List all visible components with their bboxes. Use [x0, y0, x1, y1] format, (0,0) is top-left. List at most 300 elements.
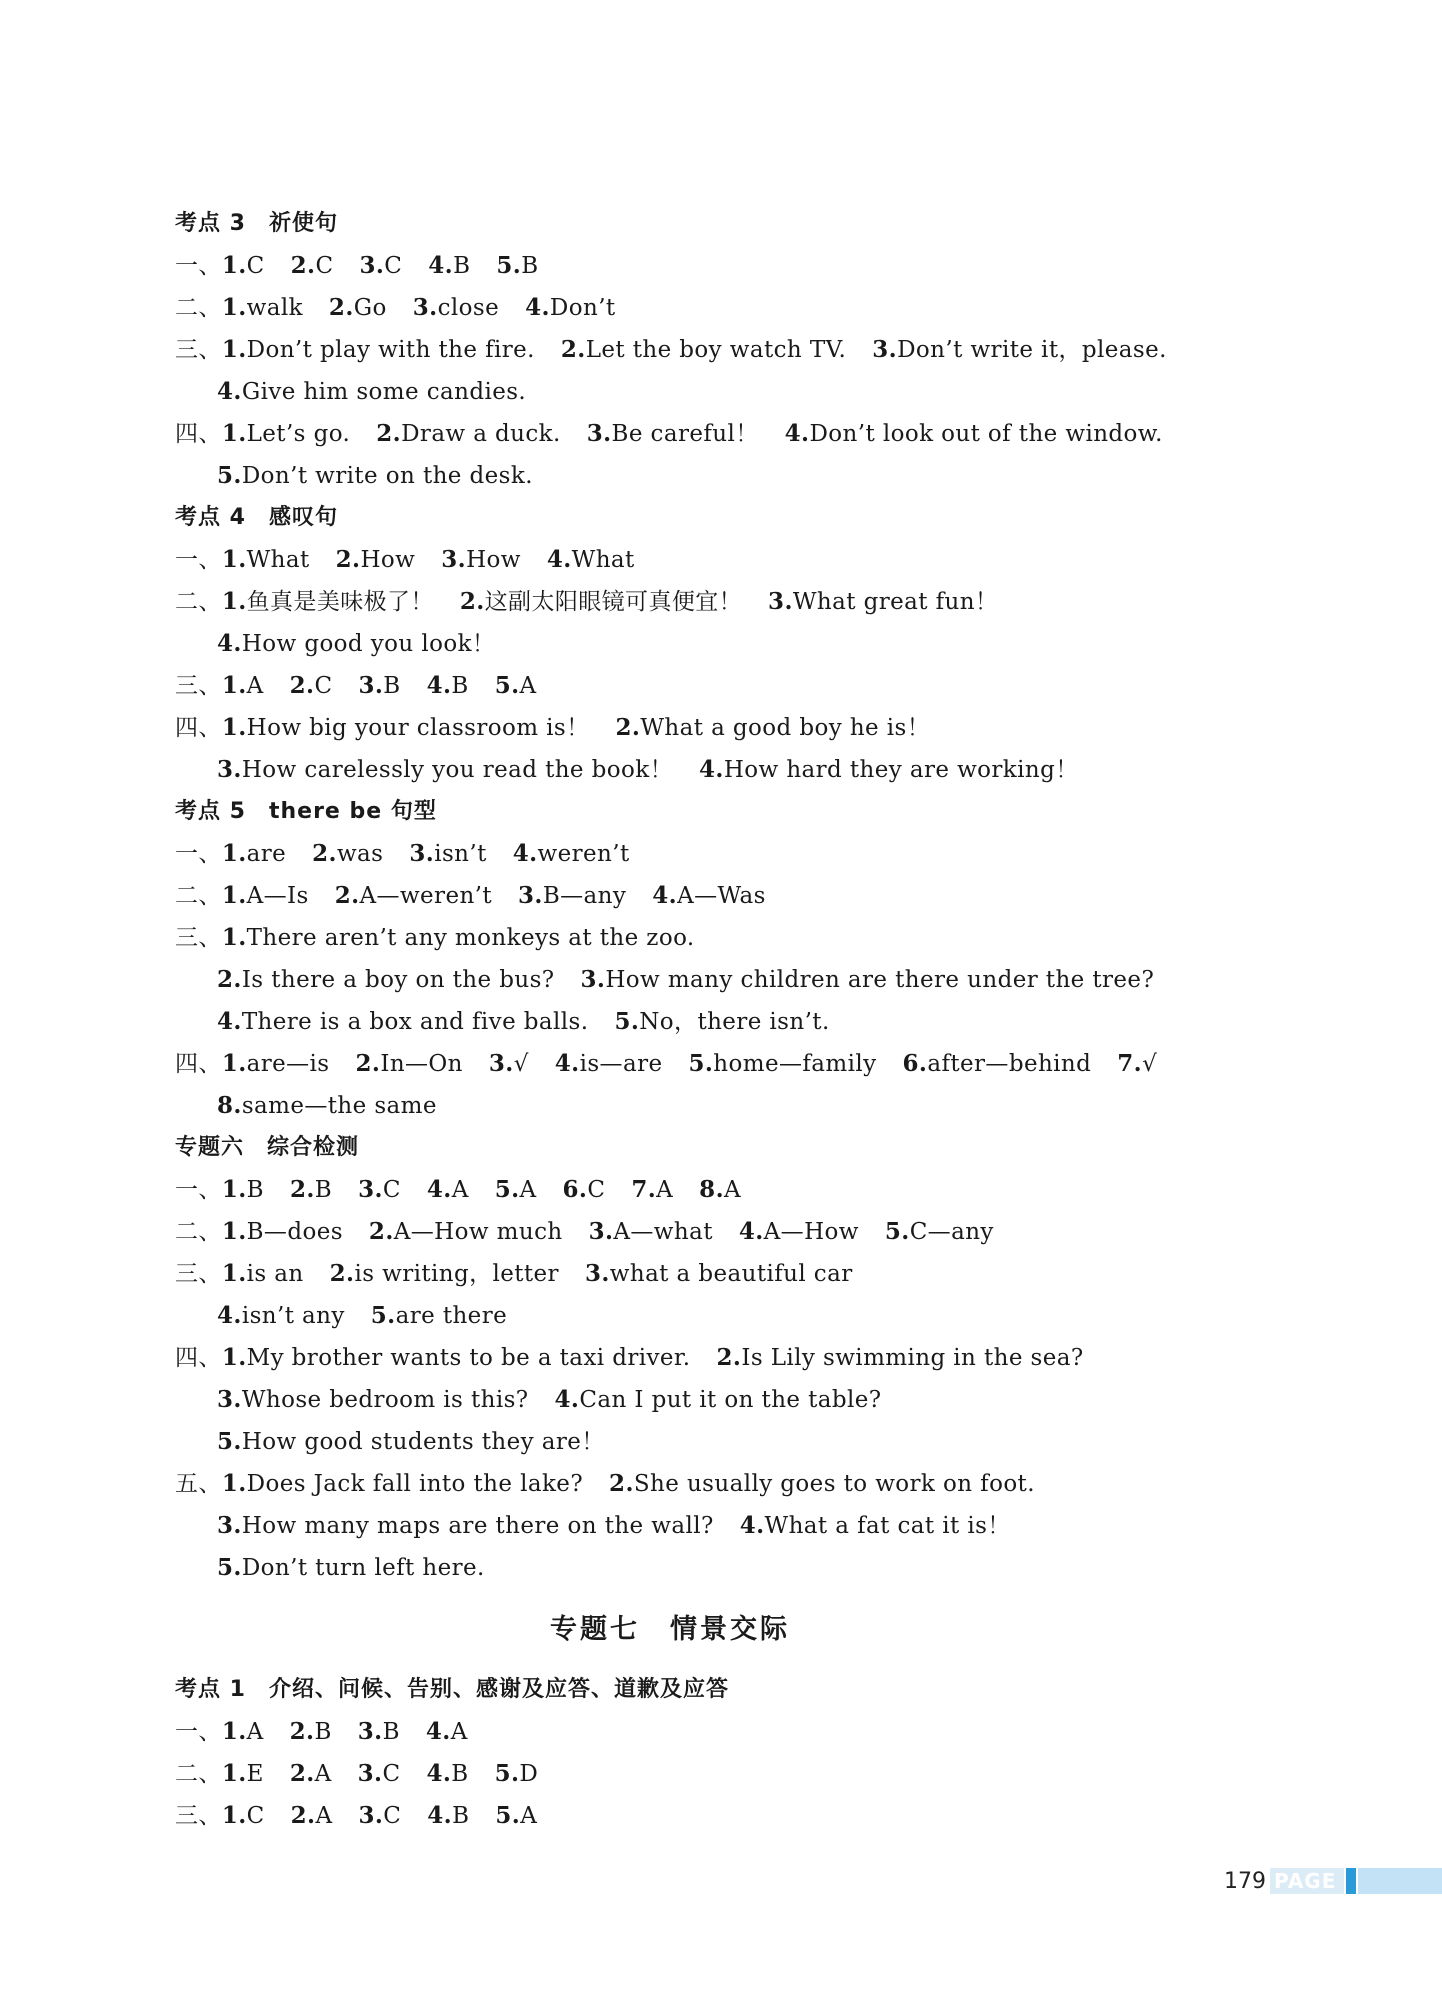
answer-number: 3.	[357, 1718, 383, 1745]
question-group-label: 一、	[175, 253, 222, 279]
answer-text: B—any	[542, 883, 627, 909]
answer-number: 1.	[221, 672, 247, 699]
answer-item	[217, 379, 526, 405]
answer-text: B	[314, 1177, 333, 1203]
answer-item	[222, 841, 286, 867]
answer-item	[427, 673, 469, 699]
answer-item	[217, 1387, 529, 1413]
answer-number: 1.	[221, 546, 247, 573]
answer-text: How good you look！	[241, 631, 496, 657]
answer-text: A	[246, 673, 264, 699]
answer-line	[175, 1379, 1315, 1421]
answer-text: same—the same	[241, 1093, 437, 1119]
answer-item	[1117, 1051, 1157, 1077]
question-group-label: 三、	[175, 673, 222, 699]
question-group-label: 一、	[175, 841, 222, 867]
answer-number: 4.	[426, 1176, 452, 1203]
answer-item	[222, 1761, 264, 1787]
answer-key-content	[175, 203, 1315, 1837]
answer-item	[291, 253, 334, 279]
answer-text: How many children are there under the tree?	[605, 967, 1155, 993]
answer-item	[217, 1093, 437, 1119]
answer-text: isn’t any	[241, 1303, 345, 1329]
answer-text: E	[246, 1761, 264, 1787]
answer-item	[217, 1513, 714, 1539]
answer-item	[217, 1303, 345, 1329]
answer-number: 1.	[221, 336, 247, 363]
answer-line	[175, 1085, 1315, 1127]
question-group-label: 四、	[175, 715, 222, 741]
question-group-label: 一、	[175, 1719, 222, 1745]
answer-item	[371, 1303, 507, 1329]
question-group-label: 二、	[175, 295, 222, 321]
answer-number: 1.	[221, 840, 247, 867]
answer-item	[217, 463, 533, 489]
answer-number: 4.	[512, 840, 538, 867]
question-group-label: 三、	[175, 1803, 222, 1829]
answer-text: My brother wants to be a taxi driver.	[246, 1345, 691, 1371]
answer-text: C	[315, 253, 334, 279]
answer-number: 1.	[221, 588, 247, 615]
answer-number: 1.	[221, 1260, 247, 1287]
answer-number: 3.	[768, 588, 793, 615]
answer-number: 3.	[358, 1176, 383, 1203]
answer-item	[614, 1009, 829, 1035]
answer-number: 4.	[425, 1718, 451, 1745]
answer-text: walk	[246, 295, 303, 321]
answer-text: is—are	[579, 1051, 663, 1077]
answer-number: 5.	[494, 1176, 520, 1203]
answer-line	[175, 539, 1315, 581]
answer-text: isn’t	[434, 841, 487, 867]
answer-item	[290, 1719, 332, 1745]
answer-item	[426, 1761, 468, 1787]
answer-text: C	[587, 1177, 606, 1203]
answer-item	[359, 253, 402, 279]
answer-item	[699, 1177, 741, 1203]
answer-line	[175, 833, 1315, 875]
answer-text: after—behind	[927, 1051, 1092, 1077]
answer-text: B	[246, 1177, 264, 1203]
answer-text: Draw a duck.	[401, 421, 561, 447]
answer-text: D	[519, 1761, 539, 1787]
answer-text: is writing，letter	[354, 1261, 559, 1287]
answer-text: √	[513, 1051, 529, 1077]
answer-text: C	[383, 1803, 402, 1829]
answer-text: Is Lily swimming in the sea?	[741, 1345, 1084, 1371]
answer-text: Don’t	[549, 295, 616, 321]
answer-text: Let the boy watch TV.	[585, 337, 847, 363]
answer-number: 2.	[289, 1176, 315, 1203]
answer-number: 2.	[289, 672, 315, 699]
answer-text: There is a box and five balls.	[241, 1009, 589, 1035]
answer-item	[222, 1261, 304, 1287]
answer-number: 3.	[518, 882, 543, 909]
answer-number: 3.	[488, 1050, 514, 1077]
page-decor-bar	[1358, 1868, 1442, 1894]
answer-text: B	[383, 673, 401, 699]
answer-number: 2.	[615, 714, 641, 741]
answer-text: A—weren’t	[359, 883, 493, 909]
answer-number: 6.	[902, 1050, 928, 1077]
answer-text: What a good boy he is！	[640, 715, 931, 741]
answer-text: How good students they are！	[241, 1429, 605, 1455]
answer-text: C	[384, 253, 403, 279]
answer-number: 4.	[428, 252, 454, 279]
answer-text: What	[246, 547, 310, 573]
page-number: 179	[1224, 1868, 1266, 1894]
answer-number: 7.	[631, 1176, 657, 1203]
answer-text: weren’t	[537, 841, 630, 867]
answer-item	[495, 1761, 539, 1787]
question-group-label: 四、	[175, 1345, 222, 1371]
question-group-label: 四、	[175, 421, 222, 447]
answer-text: Don’t write it，please.	[897, 337, 1167, 363]
answer-text: Don’t look out of the window.	[809, 421, 1163, 447]
answer-line	[175, 1295, 1315, 1337]
answer-number: 2.	[217, 966, 242, 993]
answer-number: 5.	[884, 1218, 910, 1245]
answer-item	[329, 295, 387, 321]
answer-text: B	[521, 253, 539, 279]
answer-text: A—Was	[677, 883, 766, 909]
answer-item	[409, 841, 486, 867]
answer-item	[358, 1719, 400, 1745]
answer-text: C	[246, 1803, 265, 1829]
answer-item	[489, 1051, 529, 1077]
answer-text: Is there a boy on the bus?	[241, 967, 555, 993]
answer-number: 4.	[426, 672, 452, 699]
answer-number: 4.	[217, 630, 242, 657]
answer-text: No，there isn’t.	[639, 1009, 830, 1035]
answer-text: B	[451, 673, 469, 699]
answer-number: 4.	[739, 1512, 765, 1539]
answer-number: 2.	[312, 840, 337, 867]
answer-text: A	[656, 1177, 674, 1203]
answer-item	[460, 589, 742, 615]
answer-number: 4.	[554, 1386, 580, 1413]
answer-item	[222, 1051, 330, 1077]
answer-text: B	[314, 1719, 332, 1745]
answer-text: Whose bedroom is this?	[241, 1387, 529, 1413]
answer-item	[222, 547, 310, 573]
answer-line	[175, 287, 1315, 329]
answer-line	[175, 245, 1315, 287]
answer-number: 2.	[290, 1802, 316, 1829]
answer-number: 4.	[554, 1050, 580, 1077]
answer-number: 2.	[329, 1260, 355, 1287]
answer-item	[518, 883, 626, 909]
answer-text: C	[382, 1761, 401, 1787]
section-heading: 考点 4 感叹句	[175, 505, 338, 530]
answer-text: √	[1142, 1051, 1158, 1077]
answer-number: 5.	[494, 672, 520, 699]
answer-line	[175, 581, 1315, 623]
answer-number: 3.	[357, 1760, 383, 1787]
answer-text: A	[246, 1719, 264, 1745]
answer-number: 3.	[441, 546, 467, 573]
answer-item	[785, 421, 1163, 447]
answer-text: C	[314, 673, 333, 699]
answer-item	[547, 547, 635, 573]
answer-number: 1.	[221, 1470, 247, 1497]
answer-number: 1.	[221, 420, 247, 447]
answer-line	[175, 1547, 1315, 1589]
answer-number: 2.	[716, 1344, 742, 1371]
answer-line	[175, 1001, 1315, 1043]
answer-item	[496, 253, 538, 279]
question-group-label: 三、	[175, 925, 222, 951]
answer-line	[175, 665, 1315, 707]
answer-text: Be careful！	[611, 421, 759, 447]
answer-text: are	[246, 841, 287, 867]
answer-item	[222, 883, 309, 909]
answer-item	[330, 1261, 559, 1287]
answer-line	[175, 371, 1315, 413]
answer-number: 3.	[584, 1260, 610, 1287]
answer-text: A	[520, 1803, 538, 1829]
answer-text: what a beautiful car	[609, 1261, 853, 1287]
question-group-label: 二、	[175, 1219, 222, 1245]
answer-item	[222, 1345, 691, 1371]
answer-number: 1.	[221, 882, 247, 909]
answer-item	[441, 547, 521, 573]
answer-line	[175, 917, 1315, 959]
answer-number: 2.	[328, 294, 354, 321]
section-heading: 专题六 综合检测	[175, 1135, 360, 1160]
answer-text: How many maps are there on the wall?	[241, 1513, 714, 1539]
answer-item	[358, 673, 400, 699]
answer-number: 1.	[221, 1718, 247, 1745]
answer-text: C	[246, 253, 265, 279]
answer-line	[175, 875, 1315, 917]
answer-number: 3.	[588, 1218, 614, 1245]
answer-text: A—Is	[246, 883, 309, 909]
answer-item	[555, 1051, 663, 1077]
answer-text: What a fat cat it is！	[764, 1513, 1011, 1539]
answer-number: 4.	[738, 1218, 764, 1245]
answer-number: 1.	[221, 1176, 247, 1203]
answer-text: are—is	[246, 1051, 330, 1077]
answer-number: 8.	[699, 1176, 724, 1203]
answer-item	[222, 925, 695, 951]
answer-number: 5.	[217, 462, 242, 489]
answer-item	[222, 1177, 264, 1203]
answer-text: B—does	[246, 1219, 343, 1245]
answer-text: How hard they are working！	[723, 757, 1079, 783]
answer-number: 2.	[560, 336, 586, 363]
answer-number: 3.	[217, 756, 242, 783]
answer-text: How carelessly you read the book！	[241, 757, 673, 783]
answer-item	[740, 1513, 1011, 1539]
answer-number: 4.	[217, 1302, 242, 1329]
answer-text: There aren’t any monkeys at the zoo.	[246, 925, 695, 951]
answer-text: 鱼真是美味极了！	[246, 589, 434, 615]
answer-number: 1.	[221, 1218, 247, 1245]
answer-item	[335, 883, 492, 909]
answer-number: 4.	[784, 420, 810, 447]
answer-item	[561, 337, 846, 363]
answer-item	[631, 1177, 673, 1203]
answer-item	[222, 337, 535, 363]
answer-line	[175, 455, 1315, 497]
answer-item	[699, 757, 1079, 783]
answer-number: 5.	[217, 1428, 242, 1455]
answer-text: In—On	[380, 1051, 463, 1077]
answer-text: 这副太阳眼镜可真便宜！	[484, 589, 743, 615]
answer-item	[513, 841, 630, 867]
answer-line	[175, 329, 1315, 371]
answer-item	[585, 1261, 853, 1287]
answer-line	[175, 1795, 1315, 1837]
answer-item	[427, 1177, 469, 1203]
answer-text: A—How much	[393, 1219, 563, 1245]
chapter-title: 专题七 情景交际	[550, 1614, 790, 1645]
answer-item	[217, 1009, 588, 1035]
answer-number: 1.	[221, 924, 247, 951]
answer-number: 5.	[370, 1302, 396, 1329]
answer-number: 3.	[359, 252, 385, 279]
answer-item	[290, 1761, 332, 1787]
answer-text: C	[382, 1177, 401, 1203]
answer-item	[222, 421, 350, 447]
answer-number: 6.	[562, 1176, 588, 1203]
answer-item	[222, 1219, 343, 1245]
answer-text: home—family	[713, 1051, 877, 1077]
page-label: PAGE	[1270, 1868, 1344, 1894]
answer-text: A	[315, 1803, 333, 1829]
answer-text: A	[519, 1177, 537, 1203]
answer-number: 7.	[1117, 1050, 1143, 1077]
answer-number: 3.	[586, 420, 612, 447]
answer-text: Go	[353, 295, 387, 321]
question-group-label: 一、	[175, 547, 222, 573]
answer-number: 3.	[412, 294, 438, 321]
answer-item	[222, 715, 590, 741]
answer-item	[609, 1471, 1035, 1497]
answer-text: A	[723, 1177, 741, 1203]
answer-text: How big your classroom is！	[246, 715, 590, 741]
answer-number: 4.	[426, 1760, 452, 1787]
answer-number: 5.	[494, 1760, 520, 1787]
answer-text: Let’s go.	[246, 421, 351, 447]
answer-number: 4.	[652, 882, 678, 909]
answer-line	[175, 959, 1315, 1001]
answer-number: 1.	[221, 1344, 247, 1371]
section-heading: 考点 5 there be 句型	[175, 799, 437, 824]
answer-number: 1.	[221, 294, 247, 321]
answer-item	[427, 1803, 469, 1829]
answer-number: 5.	[496, 252, 522, 279]
answer-text: B	[382, 1719, 400, 1745]
answer-item	[495, 1803, 537, 1829]
answer-item	[222, 1719, 264, 1745]
answer-number: 2.	[289, 1760, 315, 1787]
answer-line	[175, 1169, 1315, 1211]
answer-item	[358, 1177, 401, 1203]
answer-item	[563, 1177, 606, 1203]
answer-number: 4.	[699, 756, 724, 783]
answer-number: 2.	[289, 1718, 315, 1745]
answer-line	[175, 1711, 1315, 1753]
question-group-label: 三、	[175, 337, 222, 363]
answer-text: B	[451, 1761, 469, 1787]
question-group-label: 一、	[175, 1177, 222, 1203]
answer-text: Does Jack fall into the lake?	[246, 1471, 584, 1497]
answer-text: She usually goes to work on foot.	[633, 1471, 1035, 1497]
answer-item	[495, 673, 537, 699]
answer-item	[222, 253, 265, 279]
answer-text: A	[314, 1761, 332, 1787]
answer-item	[290, 1177, 332, 1203]
answer-number: 1.	[221, 1050, 247, 1077]
answer-item	[688, 1051, 876, 1077]
answer-text: close	[437, 295, 500, 321]
answer-item	[222, 1471, 583, 1497]
answer-line	[175, 623, 1315, 665]
answer-text: A—How	[763, 1219, 859, 1245]
answer-number: 8.	[217, 1092, 242, 1119]
answer-number: 3.	[872, 336, 898, 363]
answer-number: 1.	[221, 714, 247, 741]
answer-text: B	[453, 253, 471, 279]
answer-item	[217, 967, 555, 993]
answer-number: 2.	[609, 1470, 634, 1497]
answer-number: 5.	[614, 1008, 640, 1035]
answer-number: 3.	[409, 840, 435, 867]
answer-number: 3.	[217, 1386, 242, 1413]
answer-item	[581, 967, 1155, 993]
answer-number: 3.	[217, 1512, 242, 1539]
answer-text: are there	[395, 1303, 508, 1329]
answer-number: 4.	[546, 546, 572, 573]
answer-item	[555, 1387, 882, 1413]
answer-item	[587, 421, 759, 447]
answer-text: Don’t write on the desk.	[241, 463, 533, 489]
answer-item	[428, 253, 470, 279]
answer-text: A	[451, 1177, 469, 1203]
answer-item	[291, 1803, 333, 1829]
answer-text: C—any	[909, 1219, 994, 1245]
answer-number: 5.	[217, 1554, 242, 1581]
question-group-label: 三、	[175, 1261, 222, 1287]
section-heading: 考点 1 介绍、问候、告别、感谢及应答、道歉及应答	[175, 1677, 729, 1702]
answer-number: 4.	[217, 1008, 242, 1035]
answer-item	[717, 1345, 1084, 1371]
question-group-label: 二、	[175, 1761, 222, 1787]
answer-item	[222, 673, 264, 699]
question-group-label: 五、	[175, 1471, 222, 1497]
answer-text: How	[360, 547, 416, 573]
answer-text: Don’t play with the fire.	[246, 337, 535, 363]
answer-line	[175, 1253, 1315, 1295]
answer-text: Give him some candies.	[241, 379, 527, 405]
answer-text: A—what	[613, 1219, 713, 1245]
answer-item	[217, 631, 495, 657]
answer-line	[175, 1505, 1315, 1547]
answer-number: 5.	[495, 1802, 521, 1829]
answer-number: 3.	[358, 672, 384, 699]
question-group-label: 二、	[175, 589, 222, 615]
answer-number: 4.	[525, 294, 550, 321]
answer-number: 2.	[335, 546, 361, 573]
answer-item	[903, 1051, 1092, 1077]
answer-item	[885, 1219, 994, 1245]
answer-line	[175, 1043, 1315, 1085]
answer-item	[616, 715, 931, 741]
answer-item	[290, 673, 333, 699]
answer-number: 2.	[290, 252, 316, 279]
